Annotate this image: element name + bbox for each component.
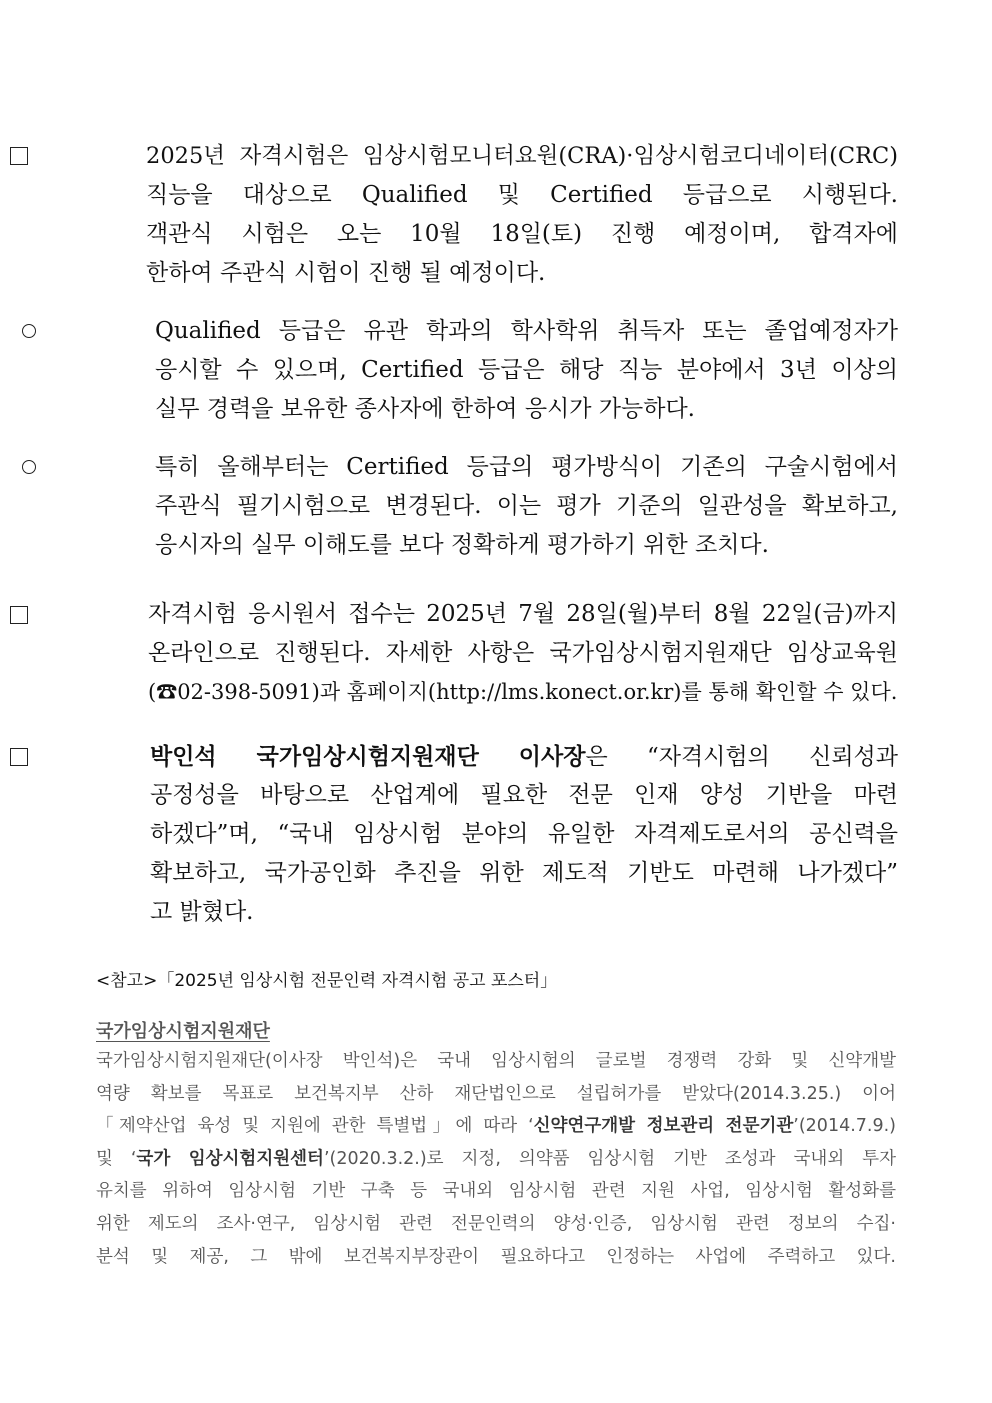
paragraph-line: 실무 경력을 보유한 종사자에 한하여 응시가 가능하다.: [155, 396, 695, 422]
paragraph-line: 한하여 주관식 시험이 진행 될 예정이다.: [146, 260, 546, 286]
highlight-text: 신약연구개발 정보관리 전문기관: [533, 1116, 794, 1137]
quote-start: 은 “자격시험의 신뢰성과: [585, 744, 898, 770]
paragraph-line: 온라인으로 진행된다. 자세한 사항은 국가임상시험지원재단 임상교육원: [148, 640, 898, 666]
paragraph-line: 주관식 필기시험으로 변경된다. 이는 평가 기준의 일관성을 확보하고,: [155, 493, 898, 519]
about-line: 및 ‘국가 임상시험지원센터’(2020.3.2.)로 지정, 의약품 임상시험 기반 조성과 국내외 투자: [96, 1148, 896, 1169]
reference-note: <참고>「2025년 임상시험 전문인력 자격시험 공고 포스터」: [96, 971, 558, 991]
about-line: 위한 제도의 조사·연구, 임상시험 관련 전문인력의 양성·인증, 임상시험 관련 정보의 수집·: [96, 1213, 896, 1234]
paragraph-line: 직능을 대상으로 Qualified 및 Certified 등급으로 시행된다.: [146, 182, 898, 208]
paragraph-line: 고 밝혔다.: [150, 899, 254, 925]
about-line: 역량 확보를 목표로 보건복지부 산하 재단법인으로 설립허가를 받았다(2014.3.25.) 이어: [96, 1083, 896, 1104]
paragraph-line: 객관식 시험은 오는 10월 18일(토) 진행 예정이며, 합격자에: [146, 221, 898, 247]
paragraph-line: 응시할 수 있으며, Certified 등급은 해당 직능 분야에서 3년 이상의: [155, 357, 898, 383]
circle-bullet-icon: [22, 324, 36, 338]
square-bullet-icon: [10, 147, 28, 165]
square-bullet-icon: [10, 606, 28, 624]
about-line: 유치를 위하여 임상시험 기반 구축 등 국내외 임상시험 관련 지원 사업, 임상시험 활성화를: [96, 1181, 896, 1202]
paragraph-line: 응시자의 실무 이해도를 보다 정확하게 평가하기 위한 조치다.: [155, 532, 769, 558]
about-title: 국가임상시험지원재단: [96, 1021, 270, 1042]
paragraph-line: [150, 737, 898, 776]
about-line: 국가임상시험지원재단(이사장 박인석)은 국내 임상시험의 글로벌 경쟁력 강화 및 신약개발: [96, 1051, 896, 1071]
sub-item-qualification: [155, 312, 898, 429]
about-line: 분석 및 제공, 그 밖에 보건복지부장관이 필요하다고 인정하는 사업에 주력하고 있다.: [96, 1246, 896, 1267]
speaker-name: 박인석 국가임상시험지원재단 이사장: [150, 743, 586, 770]
paragraph-line: Qualified 등급은 유관 학과의 학사학위 취득자 또는 졸업예정자가: [155, 318, 898, 344]
circle-bullet-icon: [22, 460, 36, 474]
paragraph-line: 자격시험 응시원서 접수는 2025년 7월 28일(월)부터 8월 22일(금)까지: [148, 601, 898, 627]
highlight-text: 국가 임상시험지원센터: [136, 1148, 324, 1169]
paragraph-line: 확보하고, 국가공인화 추진을 위한 제도적 기반도 마련해 나가겠다”: [150, 860, 898, 886]
sub-item-evaluation-change: [155, 448, 898, 565]
section-quote: [150, 737, 898, 932]
section-application: [148, 595, 898, 712]
about-line: 「제약산업 육성 및 지원에 관한 특별법」에 따라 ‘신약연구개발 정보관리 전문기관’(2014.7.9.): [96, 1116, 896, 1137]
paragraph-line: 2025년 자격시험은 임상시험모니터요원(CRA)·임상시험코디네이터(CRC): [146, 143, 898, 169]
paragraph-line: 하겠다”며, “국내 임상시험 분야의 유일한 자격제도로서의 공신력을: [150, 821, 898, 847]
about-paragraph: [96, 1045, 896, 1273]
section-exam-overview: [146, 137, 898, 293]
paragraph-line: (☎02-398-5091)과 홈페이지(http://lms.konect.or.kr)를 통해 확인할 수 있다.: [148, 680, 898, 704]
square-bullet-icon: [10, 748, 28, 766]
paragraph-line: 공정성을 바탕으로 산업계에 필요한 전문 인재 양성 기반을 마련: [150, 782, 898, 808]
paragraph-line: 특히 올해부터는 Certified 등급의 평가방식이 기존의 구술시험에서: [155, 454, 898, 480]
